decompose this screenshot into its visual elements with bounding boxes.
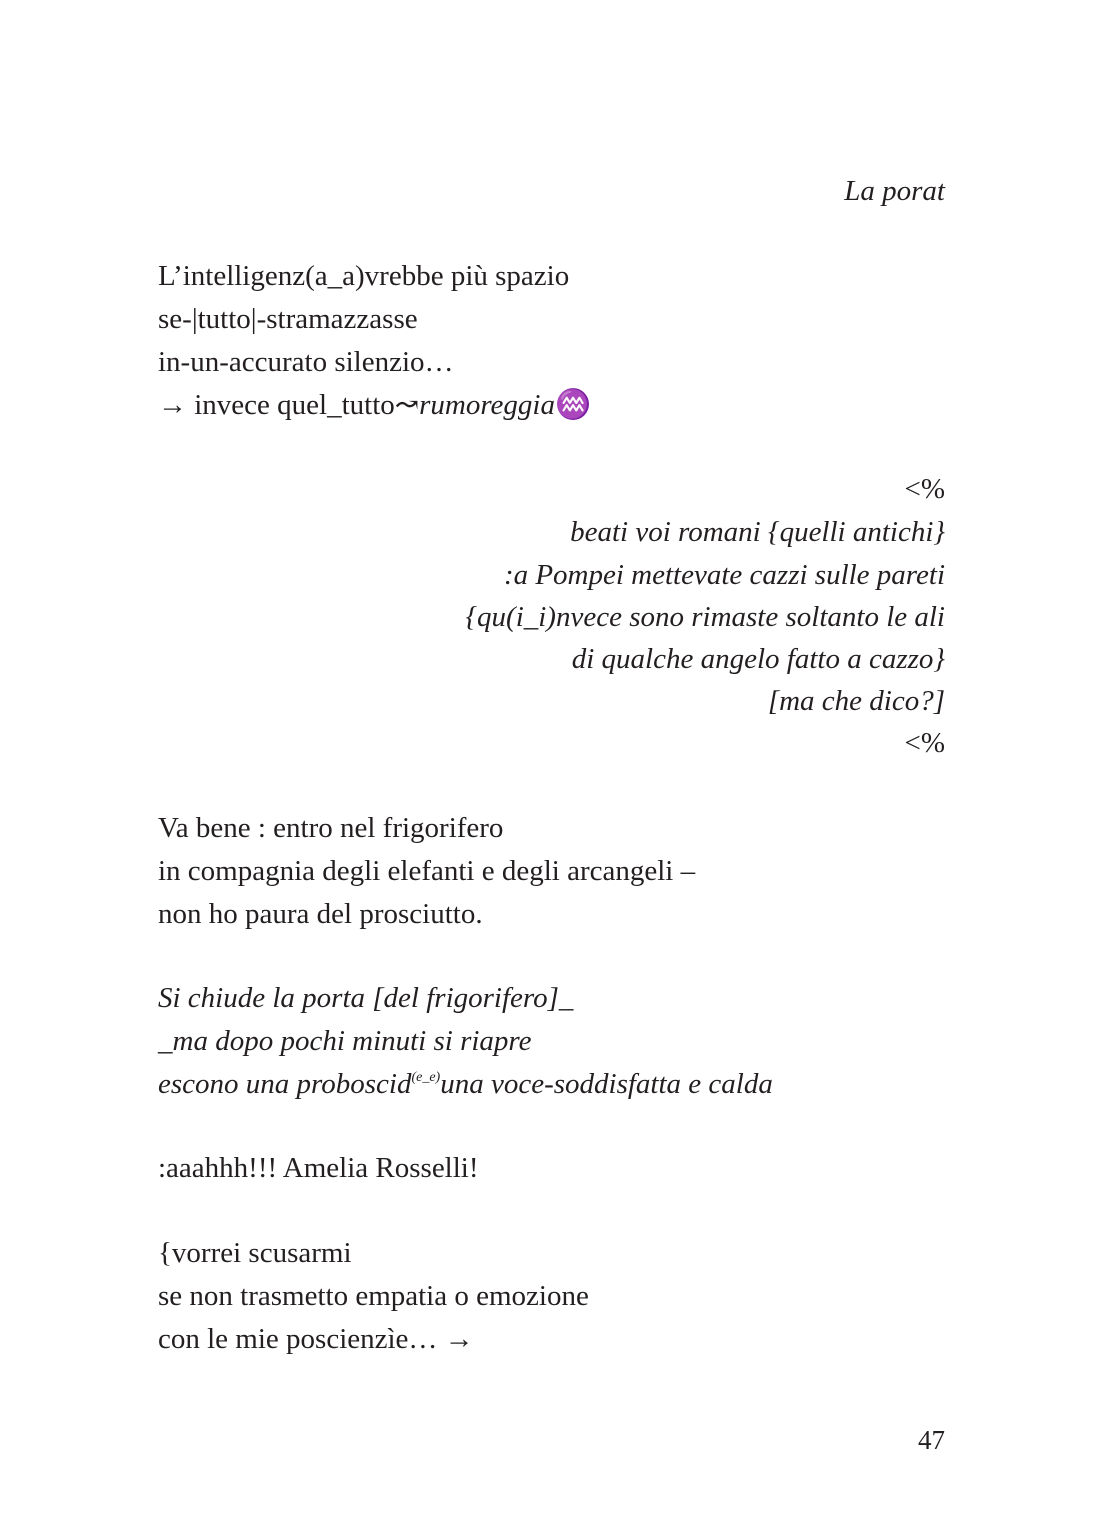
stanza2-open-mark: <% bbox=[904, 473, 945, 505]
stanza2-close-mark: <% bbox=[904, 727, 945, 759]
stanza2-line4: di qualche angelo fatto a cazzo} bbox=[571, 643, 945, 675]
stanza2-line2: :a Pompei mettevate cazzi sulle pareti bbox=[503, 559, 945, 591]
stanza2-line5: [ma che dico?] bbox=[767, 685, 945, 717]
stanza6-line1: {vorrei scusarmi bbox=[158, 1237, 352, 1269]
stanza4-line3-part2: una voce-soddisfatta e calda bbox=[440, 1068, 773, 1100]
stanza4-line1: Si chiude la porta [del frigorifero]_ bbox=[158, 982, 574, 1014]
stanza3-line1: Va bene : entro nel frigorifero bbox=[158, 812, 504, 844]
stanza6-line2: se non trasmetto empatia o emozione bbox=[158, 1280, 589, 1312]
stanza2-line1: beati voi romani {quelli antichi} bbox=[570, 516, 945, 548]
stanza1-line4 bbox=[158, 388, 591, 422]
stanza5-line1: :aaahhh!!! Amelia Rosselli! bbox=[158, 1152, 479, 1184]
stanza4-line3 bbox=[158, 1067, 773, 1107]
stanza4-line3-superscript: (e_e) bbox=[411, 1070, 441, 1085]
stanza4-line2: _ma dopo pochi minuti si riapre bbox=[158, 1025, 532, 1057]
stanza1-line3: in-un-accurato silenzio… bbox=[158, 346, 454, 378]
stanza4-line3-part1: escono una proboscid bbox=[158, 1068, 412, 1100]
stanza1-line4-prefix: → invece quel_tutto bbox=[158, 389, 395, 421]
page-number: 47 bbox=[918, 1425, 945, 1455]
stanza2-line3: {qu(i_i)nvece sono rimaste soltanto le ali bbox=[465, 601, 945, 633]
stanza1-line4-italic: rumoreggia bbox=[419, 389, 555, 421]
stanza1-line1: L’intelligenz(a_a)vrebbe più spazio bbox=[158, 260, 570, 292]
aquarius-icon: ♒ bbox=[554, 389, 592, 421]
stanza3-line3: non ho paura del prosciutto. bbox=[158, 898, 483, 930]
squiggle-arrow-icon: ↝ bbox=[394, 389, 420, 421]
stanza6-line3: con le mie poscienzìe… → bbox=[158, 1323, 474, 1355]
stanza3-line2: in compagnia degli elefanti e degli arcangeli – bbox=[158, 855, 696, 887]
stanza1-line2: se-|tutto|-stramazzasse bbox=[158, 303, 418, 335]
poem-title: La porat bbox=[844, 175, 945, 207]
